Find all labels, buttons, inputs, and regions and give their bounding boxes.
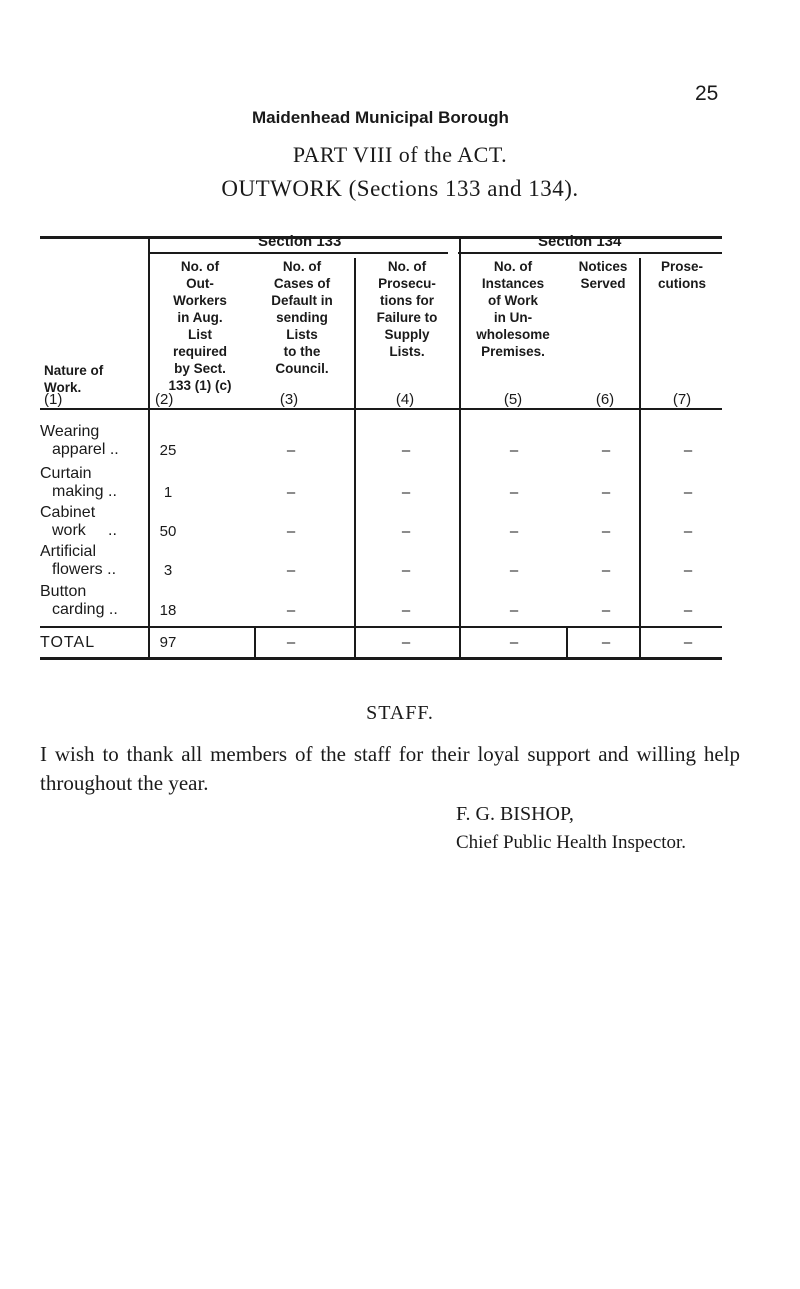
work-name-line: Button	[40, 583, 87, 600]
header-line: Prose-	[660, 259, 704, 274]
cell-value: –	[286, 523, 296, 540]
cell-value: –	[401, 442, 411, 459]
work-name-line: Cabinet	[40, 504, 96, 521]
cell-value: –	[401, 484, 411, 501]
cell-value: –	[683, 484, 693, 501]
cell-value: –	[601, 562, 611, 579]
header-line: List	[187, 327, 212, 342]
work-name-line: carding ..	[52, 601, 118, 618]
nature-header-line: Work.	[44, 380, 82, 395]
cell-value: –	[286, 602, 296, 619]
total-value: –	[509, 634, 519, 651]
cell-value: –	[683, 602, 693, 619]
header-line: Failure to	[376, 310, 438, 325]
column-divider-2	[254, 627, 256, 657]
column-2-header	[150, 258, 250, 394]
column-7-header	[642, 258, 722, 292]
part-title: PART VIII of the ACT.	[292, 142, 508, 167]
column-number: (7)	[672, 391, 692, 408]
header-line: of Work	[488, 293, 538, 308]
cell-value: –	[509, 442, 519, 459]
header-line: required	[172, 344, 227, 359]
column-number: (4)	[395, 391, 415, 408]
header-line: Lists.	[389, 344, 425, 359]
cell-value: –	[509, 484, 519, 501]
signature-title: Chief Public Health Inspector.	[456, 832, 687, 853]
header-line: No. of	[493, 259, 533, 274]
header-line: Council.	[275, 361, 329, 376]
work-name-line: apparel ..	[52, 441, 119, 458]
column-4-header	[356, 258, 458, 360]
column-number: (5)	[503, 391, 523, 408]
cell-value: 1	[163, 484, 173, 501]
cell-value: –	[683, 562, 693, 579]
cell-value: 50	[159, 523, 177, 540]
header-line: Workers	[173, 293, 227, 308]
work-name-line: making ..	[52, 483, 117, 500]
header-line: in Aug.	[177, 310, 223, 325]
cell-value: –	[509, 562, 519, 579]
cell-value: –	[286, 484, 296, 501]
work-name-line: Artificial	[40, 543, 97, 560]
column-5-header	[461, 258, 565, 360]
header-line: Notices	[578, 259, 628, 274]
section-134-underline	[458, 252, 722, 254]
outwork-title: OUTWORK (Sections 133 and 134).	[221, 176, 579, 201]
work-name-line: work ..	[52, 522, 117, 539]
section-133-underline	[150, 252, 448, 254]
cell-value: –	[509, 523, 519, 540]
cell-value: –	[286, 442, 296, 459]
header-line: Default in	[271, 293, 333, 308]
column-number: (2)	[155, 391, 174, 408]
header-line: Prosecu-	[378, 276, 436, 291]
table-bottom-rule	[40, 657, 722, 660]
cell-value: –	[601, 602, 611, 619]
column-number: (1)	[44, 391, 63, 408]
work-name-line: Wearing	[40, 423, 100, 440]
header-line: Premises.	[481, 344, 545, 359]
header-line: to the	[283, 344, 321, 359]
header-line: in Un-	[493, 310, 533, 325]
header-line: Out-	[186, 276, 214, 291]
column-3-header	[252, 258, 352, 377]
total-value: –	[601, 634, 611, 651]
column-number: (3)	[279, 391, 299, 408]
header-line: Instances	[481, 276, 545, 291]
cell-value: –	[683, 523, 693, 540]
header-line: No. of	[180, 259, 220, 274]
header-line: wholesome	[476, 327, 550, 342]
header-line: cutions	[657, 276, 706, 291]
cell-value: –	[286, 562, 296, 579]
column-divider-6	[639, 258, 641, 657]
section-133-title: Section 133	[258, 233, 342, 250]
header-line: No. of	[282, 259, 322, 274]
total-value: –	[683, 634, 693, 651]
cell-value: 18	[159, 602, 177, 619]
column-number: (6)	[595, 391, 615, 408]
header-bottom-rule	[40, 408, 722, 410]
cell-value: –	[601, 484, 611, 501]
total-value: 97	[159, 634, 177, 651]
work-name-line: flowers ..	[52, 561, 117, 578]
staff-heading: STAFF.	[366, 702, 434, 724]
cell-value: –	[509, 602, 519, 619]
total-value: –	[286, 634, 296, 651]
cell-value: 3	[163, 562, 173, 579]
cell-value: –	[401, 602, 411, 619]
header-line: Served	[580, 276, 626, 291]
header-line: by Sect.	[174, 361, 226, 376]
cell-value: 25	[159, 442, 177, 459]
cell-value: –	[683, 442, 693, 459]
header-line: sending	[276, 310, 328, 325]
total-top-rule	[40, 626, 722, 628]
column-6-header	[568, 258, 638, 292]
page-number: 25	[695, 82, 719, 105]
header-line: Supply	[384, 327, 430, 342]
total-label: TOTAL	[40, 634, 96, 651]
cell-value: –	[401, 562, 411, 579]
column-divider-5	[566, 627, 568, 657]
header-line: Lists	[286, 327, 318, 342]
cell-value: –	[401, 523, 411, 540]
header-line: 133 (1) (c)	[168, 378, 232, 393]
signature-name: F. G. BISHOP,	[456, 803, 574, 825]
staff-paragraph: I wish to thank all members of the staff for their loyal support and willing help throughout the year.	[40, 742, 740, 795]
nature-header-line: Nature of	[44, 363, 104, 378]
work-name-line: Curtain	[40, 465, 92, 482]
section-134-title: Section 134	[538, 233, 622, 250]
header-line: No. of	[387, 259, 427, 274]
cell-value: –	[601, 442, 611, 459]
header-line: tions for	[380, 293, 434, 308]
cell-value: –	[601, 523, 611, 540]
total-value: –	[401, 634, 411, 651]
header-line: Cases of	[273, 276, 331, 291]
borough-title: Maidenhead Municipal Borough	[252, 108, 509, 127]
